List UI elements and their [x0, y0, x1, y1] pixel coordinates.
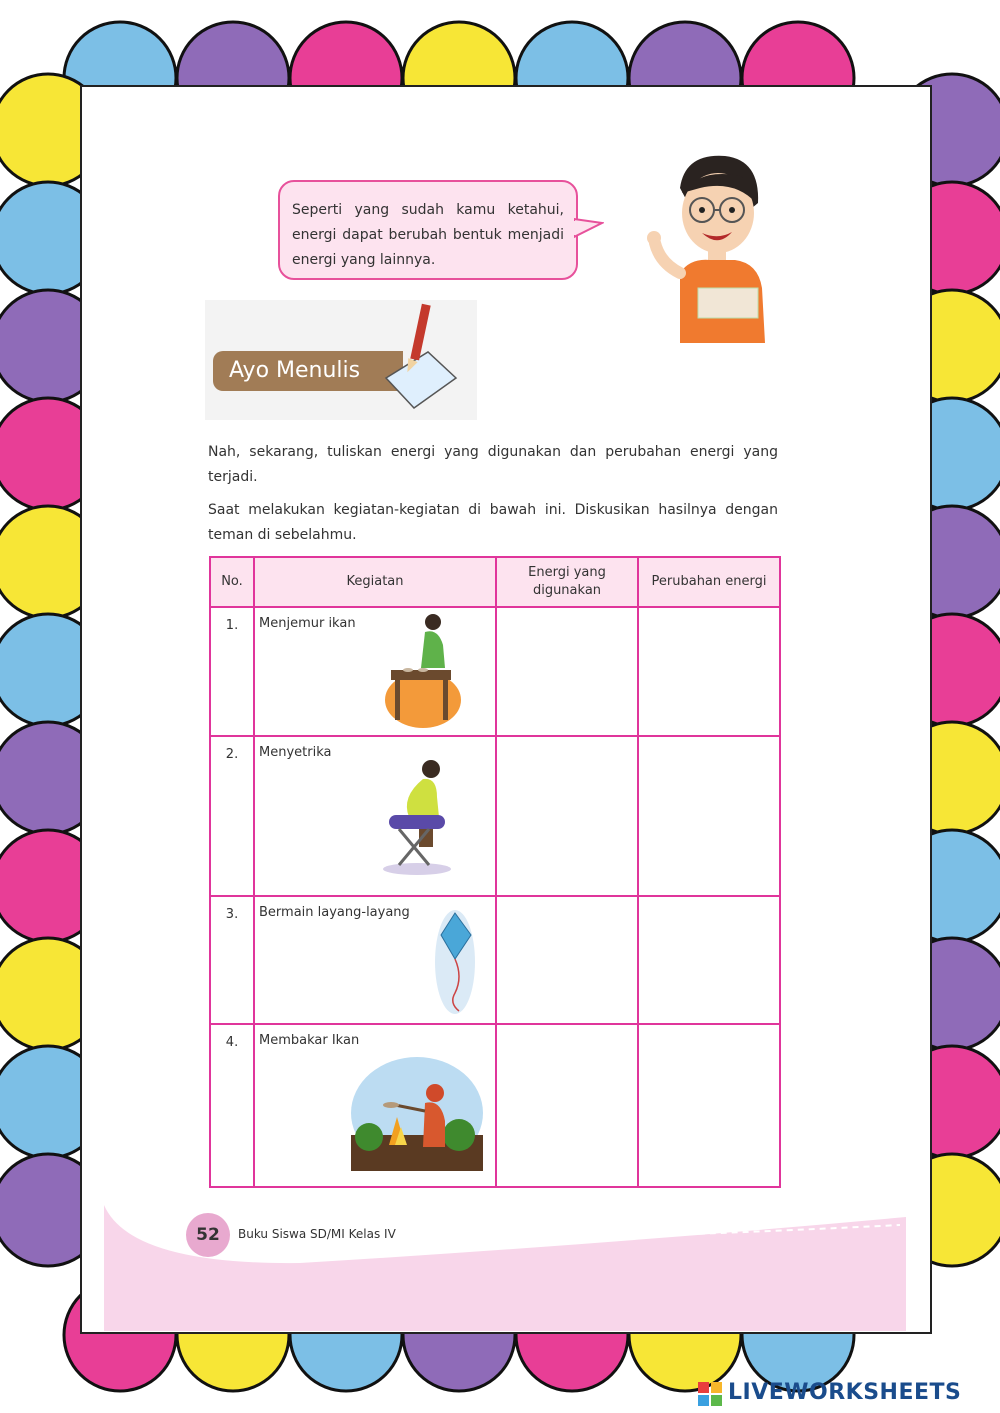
- perubahan-cell[interactable]: [638, 736, 780, 896]
- header-no: No.: [210, 557, 254, 607]
- kegiatan-cell: [254, 607, 496, 736]
- perubahan-cell[interactable]: [638, 896, 780, 1024]
- boy-character-icon: [640, 148, 770, 348]
- perubahan-cell[interactable]: [638, 1024, 780, 1187]
- liveworksheets-logo-icon: [698, 1382, 722, 1406]
- perubahan-cell[interactable]: [638, 607, 780, 736]
- page-number: 52: [186, 1213, 230, 1257]
- header-kegiatan: Kegiatan: [254, 557, 496, 607]
- speech-bubble-tail: [574, 213, 604, 243]
- brand-text: LIVEWORKSHEETS: [728, 1380, 962, 1405]
- section-title: Ayo Menulis: [213, 351, 403, 391]
- header-energi: Energi yang digunakan: [496, 557, 638, 607]
- speech-bubble-text: Seperti yang sudah kamu ketahui, energi dapat berubah bentuk menjadi energi yang lainnya.: [292, 202, 564, 268]
- instruction-paragraph-2: Saat melakukan kegiatan-kegiatan di bawah ini. Diskusikan hasilnya dengan teman di sebelahmu.: [208, 502, 778, 543]
- kegiatan-cell: [254, 736, 496, 896]
- row-number: 4.: [210, 1024, 254, 1187]
- row-number: 1.: [210, 607, 254, 736]
- table-row: [210, 736, 780, 896]
- kegiatan-cell: [254, 1024, 496, 1187]
- pencil-paper-icon: [376, 300, 466, 418]
- kegiatan-cell: [254, 896, 496, 1024]
- table-row: [210, 607, 780, 736]
- kite-icon: [433, 907, 477, 1015]
- book-title: Buku Siswa SD/MI Kelas IV: [238, 1227, 396, 1241]
- row-number: 2.: [210, 736, 254, 896]
- table-row: [210, 896, 780, 1024]
- table-row: [210, 1024, 780, 1187]
- kegiatan-label: Membakar Ikan: [259, 1033, 360, 1048]
- table-header-row: [210, 557, 780, 607]
- activity-table: [209, 556, 781, 1188]
- speech-bubble: [278, 180, 578, 280]
- grilling-fish-icon: [349, 1055, 485, 1175]
- instruction-paragraph-1: Nah, sekarang, tuliskan energi yang digunakan dan perubahan energi yang terjadi.: [208, 444, 778, 485]
- kegiatan-label: Menjemur ikan: [259, 616, 356, 631]
- energi-cell[interactable]: [496, 896, 638, 1024]
- row-number: 3.: [210, 896, 254, 1024]
- kegiatan-label: Bermain layang-layang: [259, 905, 410, 920]
- kegiatan-label: Menyetrika: [259, 745, 332, 760]
- drying-fish-icon: [383, 610, 463, 730]
- ironing-icon: [379, 757, 455, 877]
- energi-cell[interactable]: [496, 1024, 638, 1187]
- energi-cell[interactable]: [496, 736, 638, 896]
- energi-cell[interactable]: [496, 607, 638, 736]
- header-perubahan: Perubahan energi: [638, 557, 780, 607]
